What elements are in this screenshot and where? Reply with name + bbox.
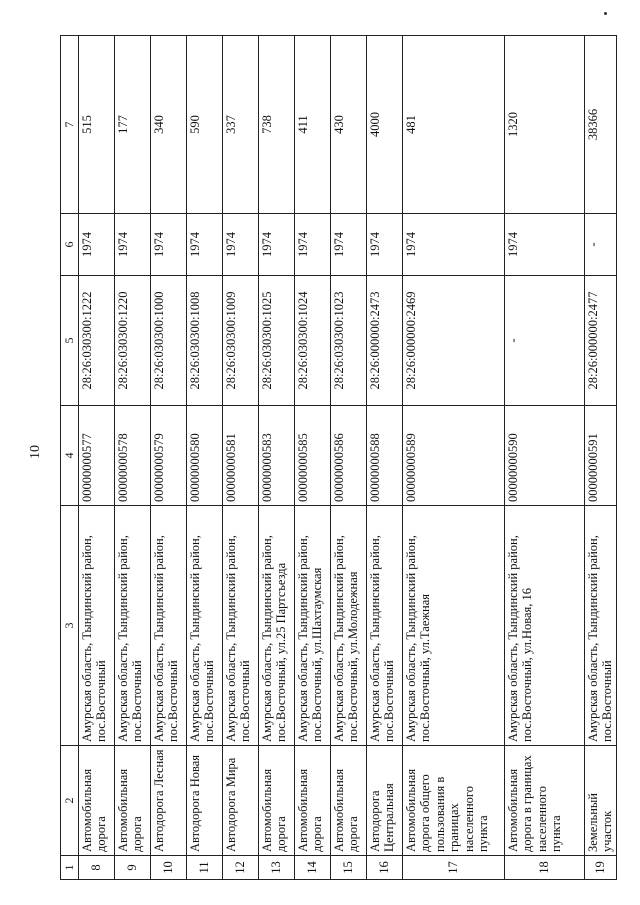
value-cell: 1320 xyxy=(504,36,584,214)
table-row xyxy=(78,36,114,880)
row-number-cell: 15 xyxy=(330,856,366,880)
name-cell: Земельный участок xyxy=(584,746,616,856)
address-cell: Амурская область, Тындинский район, пос.Восточный, ул.Шахтаумская xyxy=(294,506,330,746)
header-cell: 3 xyxy=(61,506,79,746)
value-cell: 4000 xyxy=(366,36,402,214)
address-cell: Амурская область, Тындинский район, пос.Восточный xyxy=(366,506,402,746)
inventory-code-cell: 00000000590 xyxy=(504,406,584,506)
address-cell: Амурская область, Тындинский район, пос.Восточный xyxy=(114,506,150,746)
year-cell: 1974 xyxy=(150,214,186,276)
row-number-cell: 13 xyxy=(258,856,294,880)
cadastral-number-cell: 28:26:030300:1009 xyxy=(222,276,258,406)
registry-table-container xyxy=(60,36,614,880)
cadastral-number-cell: 28:26:030300:1000 xyxy=(150,276,186,406)
cadastral-number-cell: 28:26:000000:2477 xyxy=(584,276,616,406)
value-cell: 481 xyxy=(402,36,504,214)
year-cell: 1974 xyxy=(258,214,294,276)
year-cell: 1974 xyxy=(294,214,330,276)
header-cell: 2 xyxy=(61,746,79,856)
value-cell: 738 xyxy=(258,36,294,214)
address-cell: Амурская область, Тындинский район, пос.Восточный xyxy=(584,506,616,746)
table-row xyxy=(258,36,294,880)
year-cell: 1974 xyxy=(366,214,402,276)
inventory-code-cell: 00000000583 xyxy=(258,406,294,506)
table-row xyxy=(294,36,330,880)
row-number-cell: 19 xyxy=(584,856,616,880)
table-row xyxy=(186,36,222,880)
year-cell: 1974 xyxy=(330,214,366,276)
value-cell: 340 xyxy=(150,36,186,214)
name-cell: Автодорога Центральная xyxy=(366,746,402,856)
row-number-cell: 10 xyxy=(150,856,186,880)
year-cell: 1974 xyxy=(222,214,258,276)
cadastral-number-cell: 28:26:030300:1023 xyxy=(330,276,366,406)
inventory-code-cell: 00000000586 xyxy=(330,406,366,506)
row-number-cell: 11 xyxy=(186,856,222,880)
cadastral-number-cell: 28:26:030300:1220 xyxy=(114,276,150,406)
year-cell: - xyxy=(584,214,616,276)
table-row xyxy=(330,36,366,880)
inventory-code-cell: 00000000578 xyxy=(114,406,150,506)
inventory-code-cell: 00000000585 xyxy=(294,406,330,506)
year-cell: 1974 xyxy=(402,214,504,276)
name-cell: Автомобильная дорога xyxy=(330,746,366,856)
value-cell: 177 xyxy=(114,36,150,214)
row-number-cell: 8 xyxy=(78,856,114,880)
inventory-code-cell: 00000000591 xyxy=(584,406,616,506)
inventory-code-cell: 00000000580 xyxy=(186,406,222,506)
page-number: 10 xyxy=(28,445,43,459)
table-row xyxy=(366,36,402,880)
table-row xyxy=(504,36,584,880)
inventory-code-cell: 00000000581 xyxy=(222,406,258,506)
name-cell: Автомобильная дорога xyxy=(258,746,294,856)
header-row xyxy=(61,36,79,880)
value-cell: 38366 xyxy=(584,36,616,214)
address-cell: Амурская область, Тындинский район, пос.Восточный, ул.Молодежная xyxy=(330,506,366,746)
year-cell: 1974 xyxy=(114,214,150,276)
header-cell: 4 xyxy=(61,406,79,506)
cadastral-number-cell: 28:26:030300:1008 xyxy=(186,276,222,406)
year-cell: 1974 xyxy=(78,214,114,276)
header-cell: 7 xyxy=(61,36,79,214)
scan-speck xyxy=(604,12,607,15)
address-cell: Амурская область, Тындинский район, пос.Восточный xyxy=(222,506,258,746)
year-cell: 1974 xyxy=(504,214,584,276)
table-row xyxy=(114,36,150,880)
name-cell: Автомобильная дорога xyxy=(294,746,330,856)
value-cell: 515 xyxy=(78,36,114,214)
row-number-cell: 12 xyxy=(222,856,258,880)
header-cell: 5 xyxy=(61,276,79,406)
inventory-code-cell: 00000000579 xyxy=(150,406,186,506)
cadastral-number-cell: 28:26:030300:1024 xyxy=(294,276,330,406)
name-cell: Автодорога Новая xyxy=(186,746,222,856)
table-row xyxy=(150,36,186,880)
address-cell: Амурская область, Тындинский район, пос.Восточный xyxy=(78,506,114,746)
inventory-code-cell: 00000000589 xyxy=(402,406,504,506)
registry-table xyxy=(60,35,617,880)
value-cell: 337 xyxy=(222,36,258,214)
row-number-cell: 17 xyxy=(402,856,504,880)
row-number-cell: 9 xyxy=(114,856,150,880)
name-cell: Автомобильная дорога xyxy=(114,746,150,856)
name-cell: Автомобильная дорога общего пользования в границах населенного пункта xyxy=(402,746,504,856)
address-cell: Амурская область, Тындинский район, пос.Восточный xyxy=(150,506,186,746)
value-cell: 430 xyxy=(330,36,366,214)
inventory-code-cell: 00000000588 xyxy=(366,406,402,506)
value-cell: 590 xyxy=(186,36,222,214)
row-number-cell: 18 xyxy=(504,856,584,880)
name-cell: Автодорога Лесная xyxy=(150,746,186,856)
table-row xyxy=(222,36,258,880)
cadastral-number-cell: 28:26:030300:1222 xyxy=(78,276,114,406)
value-cell: 411 xyxy=(294,36,330,214)
address-cell: Амурская область, Тындинский район, пос.Восточный, ул.Таежная xyxy=(402,506,504,746)
name-cell: Автодорога Мира xyxy=(222,746,258,856)
name-cell: Автомобильная дорога в границах населенного пункта xyxy=(504,746,584,856)
address-cell: Амурская область, Тындинский район, пос.Восточный xyxy=(186,506,222,746)
table-row xyxy=(402,36,504,880)
header-cell: 1 xyxy=(61,856,79,880)
cadastral-number-cell: 28:26:000000:2473 xyxy=(366,276,402,406)
name-cell: Автомобильная дорога xyxy=(78,746,114,856)
row-number-cell: 14 xyxy=(294,856,330,880)
header-cell: 6 xyxy=(61,214,79,276)
cadastral-number-cell: 28:26:030300:1025 xyxy=(258,276,294,406)
row-number-cell: 16 xyxy=(366,856,402,880)
cadastral-number-cell: - xyxy=(504,276,584,406)
cadastral-number-cell: 28:26:000000:2469 xyxy=(402,276,504,406)
table-row xyxy=(584,36,616,880)
address-cell: Амурская область, Тындинский район, пос.Восточный, ул.Новая, 16 xyxy=(504,506,584,746)
year-cell: 1974 xyxy=(186,214,222,276)
inventory-code-cell: 00000000577 xyxy=(78,406,114,506)
address-cell: Амурская область, Тындинский район, пос.Восточный, ул.25 Партсъезда xyxy=(258,506,294,746)
